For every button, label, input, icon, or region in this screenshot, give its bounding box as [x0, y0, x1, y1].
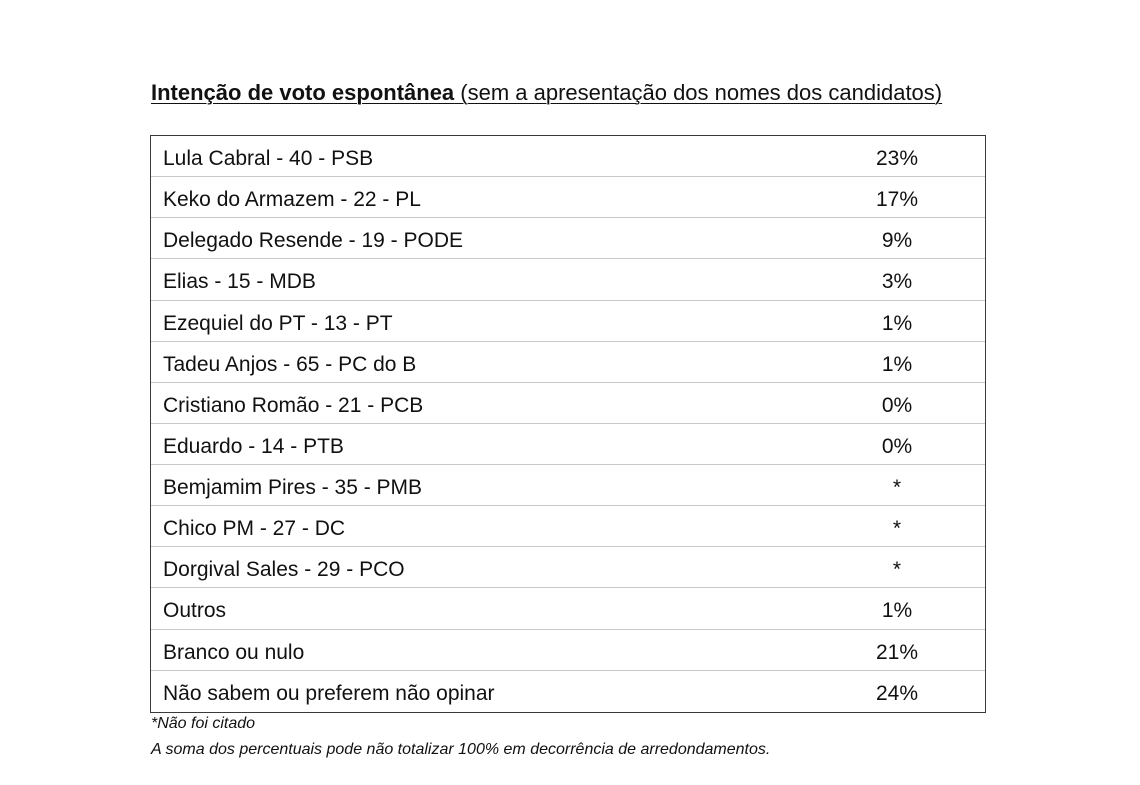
table-row [151, 506, 985, 547]
page-title [151, 80, 942, 106]
table-row [151, 465, 985, 506]
table-row [151, 424, 985, 465]
candidate-name: Eduardo - 14 - PTB [163, 434, 344, 458]
candidate-name: Lula Cabral - 40 - PSB [163, 147, 374, 170]
candidate-percentage: * [892, 476, 902, 499]
vote-intention-table [150, 135, 986, 713]
table-row [151, 383, 985, 424]
candidate-name: Tadeu Anjos - 65 - PC do B [163, 352, 417, 376]
table-row [151, 218, 985, 259]
table-row [151, 547, 985, 588]
candidate-percentage: 9% [881, 229, 913, 253]
candidate-name: Elias - 15 - MDB [163, 270, 316, 294]
candidate-name: Dorgival Sales - 29 - PCO [163, 558, 405, 582]
table-row [151, 630, 985, 671]
candidate-name: Outros [163, 599, 227, 623]
footnote: *Não foi citado [151, 715, 256, 732]
table-row [151, 177, 985, 218]
candidate-percentage: 1% [881, 311, 913, 335]
candidate-name: Delegado Resende - 19 - PODE [163, 229, 463, 253]
title-subtitle: (sem a apresentação dos nomes dos candidatos) [454, 80, 943, 105]
rounding-disclaimer: A soma dos percentuais pode não totalizar 100% em decorrência de arredondamentos. [151, 741, 771, 758]
candidate-name: Keko do Armazem - 22 - PL [163, 188, 421, 212]
candidate-percentage: 21% [875, 640, 919, 664]
candidate-percentage: 0% [881, 393, 913, 417]
table-row [151, 259, 985, 300]
table-row [151, 301, 985, 342]
candidate-percentage: 1% [881, 599, 913, 623]
candidate-percentage: 3% [881, 270, 913, 294]
candidate-name: Chico PM - 27 - DC [163, 517, 346, 541]
candidate-name: Bemjamim Pires - 35 - PMB [163, 476, 423, 499]
candidate-percentage: * [892, 558, 902, 582]
candidate-percentage: * [892, 517, 902, 541]
table-row [151, 671, 985, 712]
candidate-percentage: 0% [881, 434, 913, 458]
table-row [151, 342, 985, 383]
candidate-name: Branco ou nulo [163, 640, 305, 664]
table-row [151, 588, 985, 629]
title-bold: Intenção de voto espontânea [151, 80, 455, 105]
candidate-name: Ezequiel do PT - 13 - PT [163, 311, 393, 335]
candidate-percentage: 17% [875, 188, 919, 212]
table-row [151, 136, 985, 177]
candidate-percentage: 23% [875, 147, 919, 170]
candidate-name: Não sabem ou preferem não opinar [163, 681, 495, 705]
candidate-percentage: 24% [875, 681, 919, 705]
candidate-percentage: 1% [881, 352, 913, 376]
candidate-name: Cristiano Romão - 21 - PCB [163, 393, 424, 417]
